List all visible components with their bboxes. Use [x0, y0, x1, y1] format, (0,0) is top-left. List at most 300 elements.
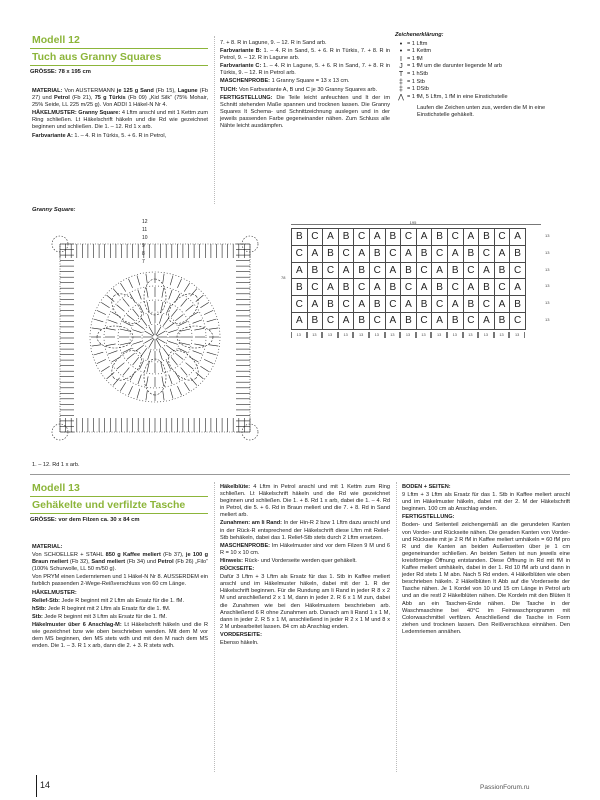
schema-column-label: 13 — [478, 332, 494, 338]
schema-cell: A — [510, 229, 526, 246]
schema-column-labels — [291, 332, 525, 338]
model13-paragraph: Zunahmen: am li Rand: In der Hin-R 2 bzw 1 Lftm dazu anschl und in der Rück-R entsprechend der Häkelschrift diese Lftm mit Relief-Stb behäkeln, dabei das 1. Relief-Stb stets durch 2 Lftm ersetzen. — [220, 520, 390, 541]
stitch-mark — [166, 305, 170, 314]
schema-cell: B — [494, 262, 510, 279]
schema-row — [292, 279, 526, 296]
legend-item — [395, 63, 570, 71]
stitch-mark — [171, 309, 177, 317]
schema-row — [292, 229, 526, 246]
schema-cell: A — [401, 245, 417, 262]
schema-width-line — [291, 224, 541, 225]
round-number: 10 — [142, 235, 148, 241]
model13-paragraph: FERTIGSTELLUNG: — [402, 514, 455, 521]
stitch-mark — [94, 319, 104, 322]
model13-paragraph: Boden- und Seitenteil zeichengemäß an die gerundeten Kanten von Vorder- und Rückseite nähen. Die geraden Kanten von Vorder- und Rückseite mit je 2 R fM in Kaffee meliert umhäkeln = 60 fM pro R und die Kanten an beiden Außenseiten über je 1 cm gegeneinander schließen. An beiden Seiten ist nun jeweils eine kreisförmige Öffnung entstanden. Diese Öffnung in Rd mit fM in Kaffee meliert umhäkeln, dabei in der 1. Rd 10 fM arb und dann in jeder Rd stets 1 M abn. Nach 5 Rd enden. 4 Häkelblüten wie oben beschrieben häkeln. 2 Häkelblüten lt Abb auf die Vorderseite der Tasche nähen. Je 1 Kordel von 10 und 15 cm Länge in Petrol arb und an die restl 2 Häkelblüten nähen. Die Kordeln mit den Blüten lt Abb an ein Taschen-Ende nähen. Die Tasche in der Waschmaschine bei 40°C im Feinwaschprogramm mit Colorwaschmittel verfilzen. Anschließend die Tasche in Form ziehen und trocknen lassen. Den Reißverschluss einnähen. Den Ledernriemen annähen. — [402, 522, 570, 635]
stitch-symbol-icon: T — [398, 70, 404, 78]
schema-cell: B — [463, 296, 479, 313]
stitch-mark — [175, 315, 183, 321]
stitch-mark — [204, 359, 213, 363]
stitch-mark — [139, 360, 143, 369]
schema-column-label: 13 — [447, 332, 463, 338]
schema-cell: C — [385, 245, 401, 262]
symbol-legend — [395, 32, 570, 119]
model13-paragraph: Häkelmuster über 6 Anschlag-M: Lt Häkelschrift häkeln und die R wie gezeichnet bzw wie oben beschrieben wenden. Mit dem M vor dem MS beginnen, den MS stets wdh und mit den M nach dem MS enden. Die 1. – 3. R 1 x arb, dann die 2. + 3. R stets wdh. — [32, 621, 208, 650]
model13-paragraph: Häkelblüte: 4 Lftm in Petrol anschl und mit 1 Kettm zum Ring schließen. Lt Häkelschrift häkeln und die Rd wie gezeichnet beginnen und schließen. Die 1. + 8. Rd 1 x arb, dabei die 1. – 4. Rd in Petrol, die 5. + 6. Rd in Braun meliert und die 7. + 8. Rd in Sand meliert arb. — [220, 484, 390, 519]
model12-label: Modell 12 — [32, 34, 80, 46]
stitch-symbol-icon: ‡ — [399, 78, 403, 86]
model12-paragraph: MATERIAL: Von AUSTERMANN je 125 g Sand (Fb 15), Lagune (Fb 27) und Petrol (Fb 21), 75 g Türkis (Fb 09) „Kid Silk“ (75% Mohair, 25% Seide, LL 225 m/25 g). Von ADDI 1 Häkel-N Nr 4. — [32, 88, 209, 109]
model13-paragraph: BODEN + SEITEN: — [402, 484, 451, 490]
schema-height-label: 78 — [281, 275, 286, 280]
stitch-mark — [190, 378, 197, 386]
stitch-mark — [132, 330, 142, 333]
schema-cell: B — [369, 296, 385, 313]
schema-cell: B — [416, 296, 432, 313]
stitch-symbol-icon: I — [400, 55, 402, 63]
round-number: 8 — [142, 251, 145, 257]
schema-column-label: 13 — [385, 332, 401, 338]
model13-paragraph: VORDERSEITE: — [220, 631, 262, 638]
stitch-mark — [146, 288, 148, 298]
stitch-mark — [194, 328, 204, 330]
stitch-mark — [159, 350, 162, 360]
schema-cell: A — [307, 296, 323, 313]
schema-row-labels — [545, 228, 549, 329]
legend-text: = 1 Kettm — [407, 48, 432, 55]
stitch-mark — [101, 302, 109, 307]
stitch-mark — [117, 305, 125, 311]
stitch-mark — [137, 276, 140, 286]
stitch-mark — [117, 363, 125, 369]
stitch-mark — [163, 274, 164, 284]
schema-cell: C — [323, 262, 339, 279]
column-divider — [214, 482, 215, 772]
schema-cell: C — [447, 279, 463, 296]
stitch-mark — [120, 382, 125, 390]
stitch-mark — [113, 378, 120, 386]
schema-cell: C — [401, 229, 417, 246]
schema-cell: A — [494, 245, 510, 262]
round-number: 12 — [142, 219, 148, 225]
schema-width-label: 195 — [409, 220, 417, 225]
stitch-mark — [147, 302, 149, 312]
model13-column-2 — [220, 484, 390, 648]
schema-cell: C — [447, 229, 463, 246]
schema-cell: B — [463, 245, 479, 262]
stitch-mark — [163, 318, 169, 326]
stitch-mark — [148, 314, 151, 324]
schema-column-label: 13 — [307, 332, 323, 338]
stitch-mark — [168, 341, 178, 344]
schema-cell: C — [463, 262, 479, 279]
model13-header — [30, 482, 208, 523]
stitch-mark — [180, 329, 190, 331]
stitch-mark — [106, 328, 116, 330]
granny-square-chart — [30, 214, 280, 460]
page-number-bar — [36, 775, 37, 797]
schema-cell: C — [479, 245, 495, 262]
legend-text: = 1 Lftm — [407, 40, 428, 47]
stitch-mark — [120, 283, 125, 291]
legend-item — [395, 48, 570, 56]
legend-item — [395, 94, 570, 102]
schema-cell: C — [338, 296, 354, 313]
stitch-mark — [200, 366, 208, 371]
schema-row-label: 13 — [545, 283, 550, 289]
stitch-mark — [106, 344, 116, 346]
stitch-mark — [184, 283, 189, 291]
stitch-mark — [207, 319, 217, 322]
stitch-mark — [137, 389, 140, 399]
stitch-mark — [193, 351, 202, 354]
stitch-mark — [175, 353, 183, 359]
legend-text: = 1 fM, 5 Lftm, 1 fM in eine Einstichstelle — [407, 93, 508, 100]
schema-cell: B — [323, 296, 339, 313]
legend-title: Zeichenerklärung: — [395, 32, 444, 38]
model13-paragraph: Hinweis: Rück- und Vorderseite werden quer gehäkelt. — [220, 557, 357, 564]
schema-cell: C — [510, 312, 526, 329]
stitch-mark — [200, 302, 208, 307]
stitch-mark — [196, 372, 204, 379]
column-divider — [214, 36, 215, 204]
model13-size: GRÖSSE: vor dem Filzen ca. 30 x 84 cm — [30, 517, 140, 523]
model13-paragraph: Dafür 3 Lftm + 3 Lftm als Ersatz für das 1. Stb in Kaffee meliert anschl und im Häkelmuster häkeln, dabei mit der 1. R der Häkelschrift beginnen. Für die Rundung am li Rand in jeder R 8 x 2 M und anschließend 2 x 1 M, dann in jeder 2. R 6 x 1 M zun, dabei die Zunahmen wie bei den Häkelmustern beschrieben arb. Anschließend 6 R ohne Zunahmen arb. Danach am li Rand 1 x 1 M, dann in jeder 2. R 5 x 1 M, anschließend in jeder R 2 x 1 M und 8 x 2 M unbearbeitet lassen. 84 cm ab Anschlag enden. — [220, 574, 390, 630]
model13-label: Modell 13 — [32, 482, 80, 494]
model13-column-1 — [32, 544, 208, 651]
schema-cell: B — [401, 262, 417, 279]
schema-column-label: 13 — [431, 332, 447, 338]
page-number: 14 — [40, 780, 51, 790]
round-number: 9 — [142, 243, 145, 249]
stitch-mark — [92, 328, 102, 329]
stitch-mark — [162, 288, 164, 298]
site-watermark: PassionForum.ru — [480, 784, 530, 791]
legend-text: = 1 DStb — [407, 86, 429, 93]
stitch-mark — [170, 276, 173, 286]
stitch-mark — [207, 352, 217, 355]
model13-paragraph: MASCHENPROBE: Im Häkelmuster sind vor dem Filzen 9 M und 6 R = 10 x 10 cm. — [220, 542, 390, 556]
schema-cell: B — [432, 229, 448, 246]
model13-paragraph: RÜCKSEITE: — [220, 566, 255, 573]
stitch-mark — [133, 309, 139, 317]
schema-cell: B — [447, 262, 463, 279]
schema-cell: C — [385, 296, 401, 313]
stitch-mark — [169, 375, 172, 384]
schema-cell: B — [292, 279, 308, 296]
stitch-mark — [127, 353, 135, 359]
stitch-mark — [181, 368, 187, 376]
schema-cell: B — [385, 229, 401, 246]
schema-cell: A — [292, 312, 308, 329]
schema-column-label: 13 — [400, 332, 416, 338]
model12-paragraph: MASCHENPROBE: 1 Granny Square = 13 x 13 cm. — [220, 78, 350, 85]
schema-cell: C — [494, 229, 510, 246]
stitch-mark — [193, 320, 202, 323]
schema-cell: C — [338, 245, 354, 262]
schema-cell: A — [385, 262, 401, 279]
stitch-mark — [163, 348, 169, 356]
schema-cell: A — [401, 296, 417, 313]
stitch-mark — [168, 330, 178, 333]
schema-cell: A — [307, 245, 323, 262]
model12-paragraph: TUCH: Von Farbvariante A, B und C je 30 Granny Squares arb. — [220, 86, 378, 93]
schema-column-label: 13 — [416, 332, 432, 338]
schema-cell: B — [447, 312, 463, 329]
legend-item — [395, 86, 570, 94]
stitch-mark — [184, 382, 189, 390]
stitch-mark — [101, 366, 109, 371]
schema-cell: B — [292, 229, 308, 246]
model12-paragraph: Farbvariante B: 1. – 4. R in Sand, 5. + 6. R in Türkis, 7. + 8. R in Petrol, 9. – 12. R in Lagune arb. — [220, 48, 390, 62]
schema-cell: B — [432, 279, 448, 296]
stitch-mark — [128, 279, 132, 288]
schema-cell: A — [354, 296, 370, 313]
stitch-mark — [194, 344, 204, 346]
stitch-mark — [146, 391, 147, 401]
model12-header — [30, 34, 208, 75]
model12-paragraph: 7. + 8. R in Lagune, 9. – 12. R in Sand arb. — [220, 40, 327, 46]
stitch-mark — [166, 345, 174, 351]
model13-paragraph: Ebenso häkeln. — [220, 639, 259, 646]
schema-cell: C — [369, 312, 385, 329]
model13-column-3 — [402, 484, 570, 637]
schema-cell: C — [494, 279, 510, 296]
schema-cell: B — [338, 229, 354, 246]
stitch-mark — [136, 323, 144, 329]
stitch-symbol-icon: ‡ — [399, 86, 403, 94]
stitch-mark — [209, 345, 219, 346]
stitch-mark — [161, 362, 163, 372]
stitch-mark — [162, 376, 164, 386]
schema-cell: C — [354, 229, 370, 246]
stitch-mark — [177, 279, 181, 288]
stitch-mark — [107, 372, 115, 379]
stitch-mark — [177, 386, 181, 395]
stitch-symbol-icon: J — [399, 63, 403, 71]
schema-cell: B — [307, 312, 323, 329]
stitch-mark — [181, 299, 187, 307]
stitch-mark — [113, 289, 120, 297]
schema-grid — [291, 228, 526, 330]
model12-paragraph: Farbvariante C: 1. – 4. R in Lagune, 5. + 6. R in Sand, 7. + 8. R in Türkis, 9. – 12. R in Petrol arb. — [220, 63, 390, 77]
schema-cell: A — [479, 262, 495, 279]
granny-caption: 1. – 12. Rd 1 x arb. — [32, 462, 80, 468]
schema-cell: C — [479, 296, 495, 313]
schema-cell: C — [354, 279, 370, 296]
legend-note: Laufen die Zeichen unten zus, werden die M in eine Einstichstelle gehäkelt. — [417, 105, 546, 119]
legend-item — [395, 71, 570, 79]
schema-cell: B — [354, 312, 370, 329]
schema-cell: C — [307, 229, 323, 246]
schema-cell: A — [323, 229, 339, 246]
stitch-mark — [107, 295, 115, 302]
granny-square-label: Granny Square: — [32, 207, 76, 213]
round-number: 11 — [142, 227, 148, 233]
legend-text: = 1 hStb — [407, 70, 428, 77]
schema-cell: B — [494, 312, 510, 329]
schema-cell: C — [401, 279, 417, 296]
model13-paragraph: Von PRYM einen Ledernriemen und 1 Häkel-N Nr 8. AUSSERDEM ein farblich passenden 2-Wege-Reißverschluss von 60 cm Länge. — [32, 574, 208, 588]
schema-cell: A — [463, 229, 479, 246]
stitch-mark — [178, 348, 187, 352]
legend-item — [395, 56, 570, 64]
schema-cell: A — [369, 279, 385, 296]
column-divider — [396, 482, 397, 772]
schema-cell: B — [416, 245, 432, 262]
stitch-mark — [190, 289, 197, 297]
schema-cell: A — [432, 312, 448, 329]
round-number: 7 — [142, 259, 145, 265]
schema-cell: A — [323, 279, 339, 296]
model12-title: Tuch aus Granny Squares — [30, 48, 208, 66]
schema-cell: C — [323, 312, 339, 329]
stitch-mark — [123, 368, 129, 376]
schema-cell: A — [463, 279, 479, 296]
schema-cell: A — [510, 279, 526, 296]
model13-paragraph: Stb: Jede R beginnt mit 3 Lftm als Ersatz für die 1. fM. — [32, 613, 167, 620]
schema-row-label: 13 — [545, 316, 550, 322]
stitch-mark — [196, 295, 204, 302]
schema-cell: A — [292, 262, 308, 279]
model12-paragraph: Farbvariante A: 1. – 4. R in Türkis, 5. + 6. R in Petrol, — [32, 132, 167, 139]
schema-cell: A — [494, 296, 510, 313]
model12-column-1 — [32, 88, 208, 141]
schema-cell: C — [307, 279, 323, 296]
stitch-mark — [141, 318, 147, 326]
legend-text: = 1 Stb — [407, 78, 425, 85]
schema-cell: C — [416, 262, 432, 279]
schema-cell: C — [510, 262, 526, 279]
schema-cell: C — [369, 262, 385, 279]
schema-column-label: 13 — [509, 332, 525, 338]
stitch-mark — [97, 310, 106, 314]
schema-cell: A — [479, 312, 495, 329]
schema-column-label: 13 — [353, 332, 369, 338]
schema-cell: C — [463, 312, 479, 329]
schema-cell: C — [432, 296, 448, 313]
schema-cell: A — [369, 229, 385, 246]
stitch-mark — [97, 359, 106, 363]
schema-column-label: 13 — [494, 332, 510, 338]
schema-cell: A — [416, 229, 432, 246]
schema-cell: A — [447, 245, 463, 262]
stitch-mark — [120, 343, 130, 345]
legend-item — [395, 79, 570, 87]
schema-row — [292, 245, 526, 262]
stitch-mark — [170, 389, 173, 399]
schema-cell: A — [338, 262, 354, 279]
schema-cell: B — [369, 245, 385, 262]
stitch-symbol-icon: • — [399, 48, 403, 56]
stitch-symbol-icon: ⋀ — [398, 93, 404, 101]
stitch-mark — [166, 323, 174, 329]
legend-text: = 1 fM um die darunter liegende M arb — [407, 63, 502, 70]
schema-column-label: 13 — [338, 332, 354, 338]
schema-column-label: 13 — [322, 332, 338, 338]
schema-cell: B — [510, 245, 526, 262]
stitch-mark — [108, 351, 117, 354]
stitch-mark — [169, 290, 172, 299]
chain-round — [118, 300, 192, 374]
model13-title: Gehäkelte und verfilzte Tasche — [30, 496, 208, 514]
schema-cell: B — [401, 312, 417, 329]
schema-cell: B — [323, 245, 339, 262]
stitch-mark — [141, 348, 147, 356]
stitch-mark — [133, 357, 139, 365]
schema-column-label: 13 — [463, 332, 479, 338]
model13-paragraph: hStb: Jede R beginnt mit 2 Lftm als Ersatz für die 1. fM. — [32, 605, 171, 612]
stitch-mark — [92, 345, 102, 346]
model12-column-2 — [220, 40, 390, 131]
stitch-mark — [128, 386, 132, 395]
stitch-mark — [94, 352, 104, 355]
stitch-mark — [138, 375, 141, 384]
schema-column-label: 13 — [291, 332, 307, 338]
stitch-symbol-icon: • — [399, 40, 403, 48]
schema-cell: B — [338, 279, 354, 296]
stitch-mark — [146, 274, 147, 284]
stitch-mark — [127, 315, 135, 321]
schema-cell: A — [447, 296, 463, 313]
schema-row — [292, 312, 526, 329]
schema-cell: A — [432, 262, 448, 279]
stitch-mark — [204, 310, 213, 314]
stitch-mark — [209, 328, 219, 329]
schema-cell: A — [354, 245, 370, 262]
schema-cell: B — [479, 229, 495, 246]
schema-cell: A — [338, 312, 354, 329]
schema-cell: A — [416, 279, 432, 296]
section-divider — [30, 474, 570, 475]
schema-cell: C — [416, 312, 432, 329]
stitch-mark — [123, 321, 132, 325]
schema-cell: B — [510, 296, 526, 313]
stitch-mark — [132, 341, 142, 344]
schema-row-label: 13 — [545, 266, 550, 272]
model13-paragraph: 9 Lftm + 3 Lftm als Ersatz für das 1. Stb in Kaffee meliert anschl und im Häkelmuster häkeln, dabei mit der 2. M der Häkelschrift beginnen. 100 cm ab Anschlag enden. — [402, 492, 570, 513]
model12-paragraph: HÄKELMUSTER: Granny Square: 4 Lftm anschl und mit 1 Kettm zum Ring schließen. Lt Häkelschrift häkeln und die Rd wie gezeichnet beginnen und schließen. Die 1. – 12. Rd 1 x arb. — [32, 110, 209, 131]
schema-cell: B — [479, 279, 495, 296]
stitch-mark — [123, 299, 129, 307]
schema-row-label: 13 — [545, 300, 550, 306]
legend-item — [395, 41, 570, 49]
schema-row — [292, 296, 526, 313]
schema-column-label: 13 — [369, 332, 385, 338]
schema-cell: B — [307, 262, 323, 279]
stitch-mark — [136, 345, 144, 351]
schema-cell: B — [385, 279, 401, 296]
model13-paragraph: HÄKELMUSTER: — [32, 589, 77, 596]
stitch-mark — [148, 350, 151, 360]
stitch-mark — [171, 357, 177, 365]
schema-cell: A — [385, 312, 401, 329]
schema-cell: C — [432, 245, 448, 262]
stitch-mark — [186, 363, 194, 369]
model13-paragraph: Von SCHOELLER + STAHL 850 g Kaffee meliert (Fb 37), je 100 g Braun meliert (Fb 32), Sand meliert (Fb 34) und Petrol (Fb 26) „Filo“ (100% Schurwolle, LL 50 m/50 g). — [32, 552, 209, 573]
stitch-mark — [138, 290, 141, 299]
model13-paragraph: MATERIAL: — [32, 544, 63, 550]
model13-paragraph: Relief-Stb: Jede R beginnt mit 2 Lftm als Ersatz für die 1. fM. — [32, 597, 185, 604]
schema-row-label: 13 — [545, 233, 550, 238]
schema-cell: C — [292, 296, 308, 313]
model12-size: GRÖSSE: 78 x 195 cm — [30, 69, 91, 75]
schema-cell: C — [292, 245, 308, 262]
model12-paragraph: FERTIGSTELLUNG: Die Teile leicht anfeuchten und lt der im Schnitt stehenden Maße spannen und trocknen lassen. Die Granny Squares lt Schema- und Schnittzeichnung auslegen und in der jeweils passenden Farbe gegeneinander nähen. Zum Schluss alle Nähte leicht ausdämpfen. — [220, 94, 390, 130]
stitch-mark — [159, 314, 162, 324]
schema-cell: B — [354, 262, 370, 279]
schema-row — [292, 262, 526, 279]
schema-row-label: 13 — [545, 249, 550, 255]
